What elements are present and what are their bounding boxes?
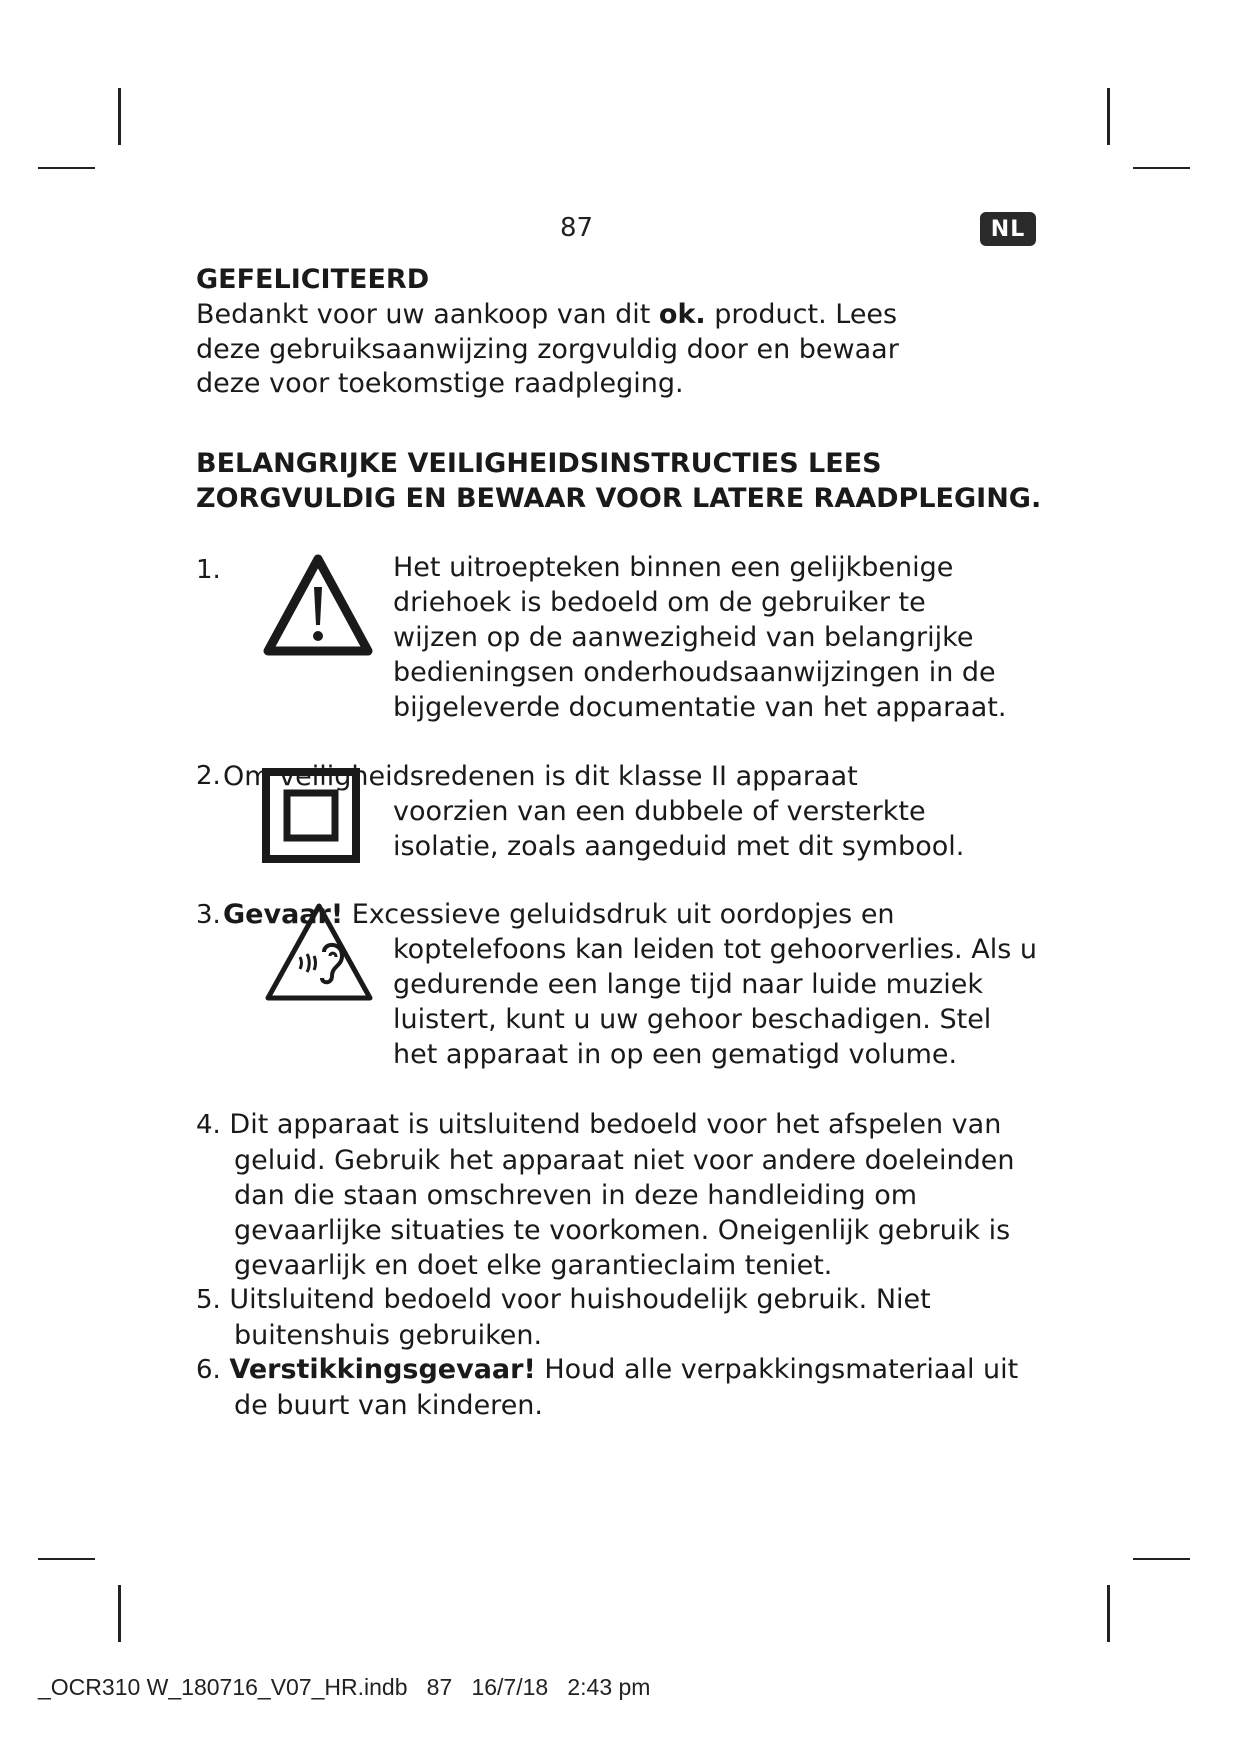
page-number: 87 [560,213,594,243]
crop-mark [1107,1585,1110,1642]
list-item: 6. Verstikkingsgevaar! Houd alle verpakkingsmateriaal uit de buurt van kinderen. [196,1354,1019,1421]
crop-mark [118,88,121,145]
item-number: 6. [196,1355,221,1385]
section-title: GEFELICITEERD [196,264,430,295]
crop-mark [118,1585,121,1642]
item-text: voorzien van een dubbele of versterkte isolatie, zoals aangeduid met dit symbool. [393,796,965,862]
list-item: 5. Uitsluitend bedoeld voor huishoudelijk gebruik. Niet buitenshuis gebruiken. [196,1284,931,1351]
list-item: 4. Dit apparaat is uitsluitend bedoeld voor het afspelen van geluid. Gebruik het apparaat niet voor andere doeleinden dan die staan omschreven in deze handleiding om gevaarlijke situaties te voorkomen. Oneigenlijk gebruik is gevaarlijk en doet elke garantieclaim teniet. [196,1109,1015,1281]
item-number: 3. [196,900,221,930]
crop-mark [1107,88,1110,145]
crop-mark [38,167,95,169]
language-badge: NL [980,212,1036,246]
item-text: koptelefoons kan leiden tot gehoorverlies. Als u gedurende een lange tijd naar luide muziek luistert, kunt u uw gehoor beschadigen. Stel het apparaat in op een gematigd volume. [393,934,1037,1070]
item-line: Gevaar! Excessieve geluidsdruk uit oordopjes en [223,899,895,930]
crop-mark [1133,167,1190,169]
item-number: 1. [196,555,221,585]
danger-label: Gevaar! [223,899,344,930]
crop-mark [38,1558,95,1560]
item-number: 4. [196,1110,221,1140]
item-text: Het uitroepteken binnen een gelijkbenige driehoek is bedoeld om de gebruiker te wijzen op de aanwezigheid van belangrijke bedieningsen onderhoudsaanwijzingen in de bijgeleverde documentatie van het apparaat. [393,552,1007,723]
intro-paragraph: Bedankt voor uw aankoop van dit ok. product. Lees deze gebruiksaanwijzing zorgvuldig door en bewaar deze voor toekomstige raadpleging. [196,299,899,399]
danger-label: Verstikkingsgevaar! [229,1354,536,1385]
warning-triangle-icon [262,553,374,657]
item-number: 2. [196,761,221,791]
item-line: Om veiligheidsredenen is dit klasse II apparaat [223,761,858,792]
crop-mark [1133,1558,1190,1560]
brand-name: ok. [658,299,706,330]
safety-heading: BELANGRIJKE VEILIGHEIDSINSTRUCTIES LEES ZORGVULDIG EN BEWAAR VOOR LATERE RAADPLEGING. [196,448,1042,514]
item-number: 5. [196,1285,221,1315]
print-file-info: _OCR310 W_180716_V07_HR.indb 87 16/7/18 2:43 pm [38,1674,651,1700]
